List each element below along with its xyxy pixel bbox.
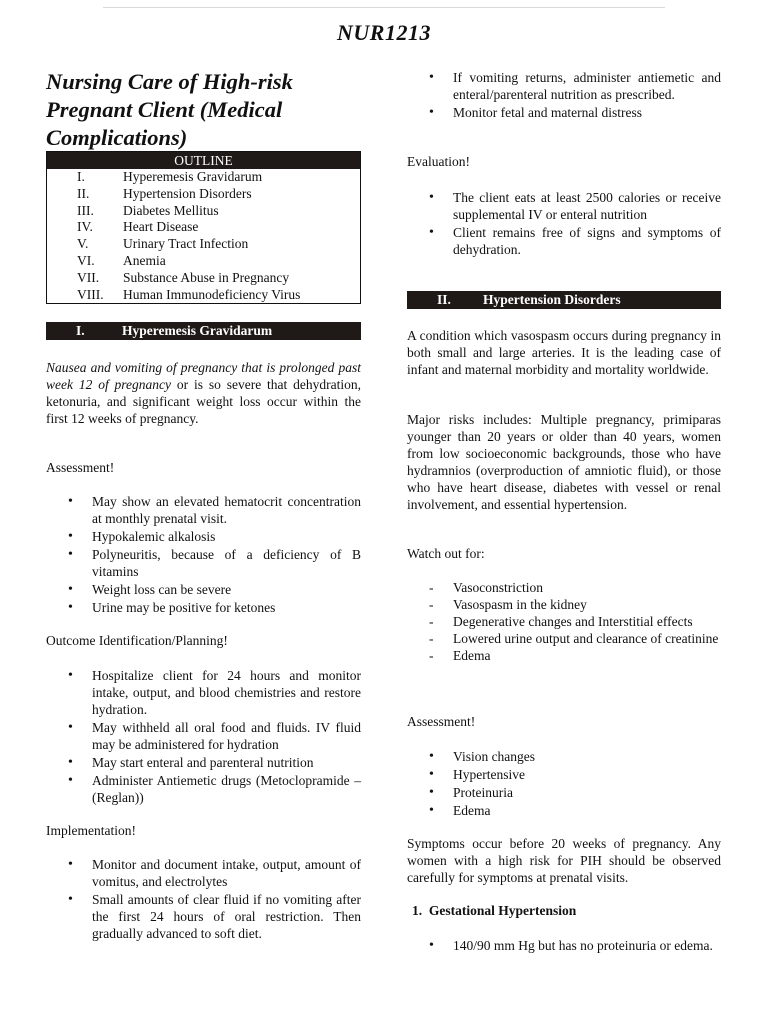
watch-out-item: - Vasoconstriction <box>407 579 721 596</box>
outline-item <box>47 186 360 203</box>
hyperemesis-definition <box>46 359 361 427</box>
outline-item-label: Hypertension Disorders <box>123 185 252 201</box>
evaluation-list <box>407 189 721 259</box>
hypertension-definition: A condition which vasospasm occurs during pregnancy in both small and large arteries. It is the leading case of infant and maternal morbidity and mortality worldwide. <box>407 328 721 377</box>
header-rule <box>103 7 665 8</box>
implementation-item: • Monitor fetal and maternal distress <box>407 104 721 121</box>
implementation-list-continued <box>407 69 721 122</box>
subsection-number: 1. <box>412 903 423 918</box>
outline-item-number: III. <box>77 202 94 218</box>
assessment-item: • Hypokalemic alkalosis <box>46 528 361 545</box>
outline-item-label: Anemia <box>123 252 166 268</box>
implementation-item: • Small amounts of clear fluid if no vomiting after the first 24 hours of oral restriction. Then gradually advanced to soft diet. <box>46 891 361 942</box>
symptoms-paragraph: Symptoms occur before 20 weeks of pregnancy. Any women with a high risk for PIH should be observed carefully for symptoms at prenatal visits. <box>407 836 721 885</box>
outline-item <box>47 203 360 220</box>
outline-item-number: II. <box>77 185 90 201</box>
definition-italic: Nausea and vomiting of pregnancy that is prolonged past week 12 of pregnancy <box>46 360 361 392</box>
outline-item <box>47 287 360 304</box>
document-title: Nursing Care of High-risk Pregnant Client (Medical Complications) <box>46 69 293 150</box>
outline-item-label: Heart Disease <box>123 219 199 235</box>
planning-item: • May start enteral and parenteral nutrition <box>46 754 361 771</box>
definition-rest: or is so severe that dehydration, ketonuria, and significant weight loss occur within the first 12 weeks of pregnancy. <box>46 377 361 426</box>
implementation-item: • If vomiting returns, administer antiemetic and enteral/parenteral nutrition as prescribed. <box>407 69 721 103</box>
watch-out-item: - Vasospasm in the kidney <box>407 596 721 613</box>
hypertension-assessment-item: • Edema <box>407 802 721 819</box>
evaluation-item: • Client remains free of signs and symptoms of dehydration. <box>407 224 721 258</box>
outline-item-number: V. <box>77 236 89 252</box>
outline-item-label: Urinary Tract Infection <box>123 236 249 252</box>
outline-heading: OUTLINE <box>47 152 360 169</box>
gestational-hypertension-item: • 140/90 mm Hg but has no proteinuria or edema. <box>407 937 721 954</box>
hypertension-assessment-list <box>407 748 721 820</box>
planning-item: • Administer Antiemetic drugs (Metoclopramide – (Reglan)) <box>46 772 361 806</box>
outline-item-number: I. <box>77 169 85 184</box>
hypertension-assessment-item: • Proteinuria <box>407 784 721 801</box>
gestational-hypertension-list <box>407 937 721 955</box>
section-heading-hypertension <box>407 291 721 309</box>
evaluation-label: Evaluation! <box>407 154 470 169</box>
assessment-list <box>46 493 361 617</box>
outline-item <box>47 236 360 253</box>
hypertension-assessment-label: Assessment! <box>407 714 476 729</box>
outline-item-number: VIII. <box>77 286 104 302</box>
assessment-label: Assessment! <box>46 460 115 475</box>
watch-out-list <box>407 579 721 664</box>
implementation-item: • Monitor and document intake, output, amount of vomitus, and electrolytes <box>46 856 361 890</box>
section-number: I. <box>76 323 85 338</box>
watch-out-item: - Edema <box>407 647 721 664</box>
outline-item-number: VI. <box>77 252 95 268</box>
planning-list <box>46 667 361 807</box>
hypertension-assessment-item: • Hypertensive <box>407 766 721 783</box>
major-risks: Major risks includes: Multiple pregnancy, primiparas younger than 20 years or older than 40 years, women from low socioeconomic backgrounds, those who have hydramnios (overproduction of amniotic fluid), or those who have heart disease, diabetes with vessel or renal involvement, and essential hypertension. <box>407 412 721 512</box>
outline-item <box>47 219 360 236</box>
section-title: Hypertension Disorders <box>483 292 621 307</box>
assessment-item: • Urine may be positive for ketones <box>46 599 361 616</box>
outline-item <box>47 169 360 186</box>
outline-item <box>47 270 360 287</box>
assessment-item: • May show an elevated hematocrit concentration at monthly prenatal visit. <box>46 493 361 527</box>
outline-item <box>47 253 360 270</box>
outline-item-label: Hyperemesis Gravidarum <box>123 169 263 184</box>
planning-item: • Hospitalize client for 24 hours and monitor intake, output, and blood chemistries and restore hydration. <box>46 667 361 718</box>
outline-item-label: Diabetes Mellitus <box>123 202 219 218</box>
outline-item-number: IV. <box>77 219 93 235</box>
outline-item-number: VII. <box>77 269 100 285</box>
section-number: II. <box>437 292 451 307</box>
evaluation-item: • The client eats at least 2500 calories or receive supplemental IV or enteral nutrition <box>407 189 721 223</box>
section-heading-hyperemesis <box>46 322 361 340</box>
gestational-hypertension-heading <box>412 903 722 919</box>
subsection-title: Gestational Hypertension <box>428 903 577 918</box>
watch-out-item: - Degenerative changes and Interstitial effects <box>407 613 721 630</box>
implementation-list <box>46 856 361 943</box>
implementation-label: Implementation! <box>46 823 136 838</box>
outline-item-label: Human Immunodeficiency Virus <box>123 286 301 302</box>
watch-out-item: - Lowered urine output and clearance of creatinine <box>407 630 721 647</box>
assessment-item: • Weight loss can be severe <box>46 581 361 598</box>
assessment-item: • Polyneuritis, because of a deficiency of B vitamins <box>46 546 361 580</box>
outline-box <box>46 151 361 304</box>
planning-item: • May withheld all oral food and fluids. IV fluid may be administered for hydration <box>46 719 361 753</box>
planning-label: Outcome Identification/Planning! <box>46 633 228 648</box>
outline-item-label: Substance Abuse in Pregnancy <box>123 269 290 285</box>
watch-out-label: Watch out for: <box>407 546 485 561</box>
course-code: NUR1213 <box>337 20 431 45</box>
hypertension-assessment-item: • Vision changes <box>407 748 721 765</box>
section-title: Hyperemesis Gravidarum <box>122 323 273 338</box>
